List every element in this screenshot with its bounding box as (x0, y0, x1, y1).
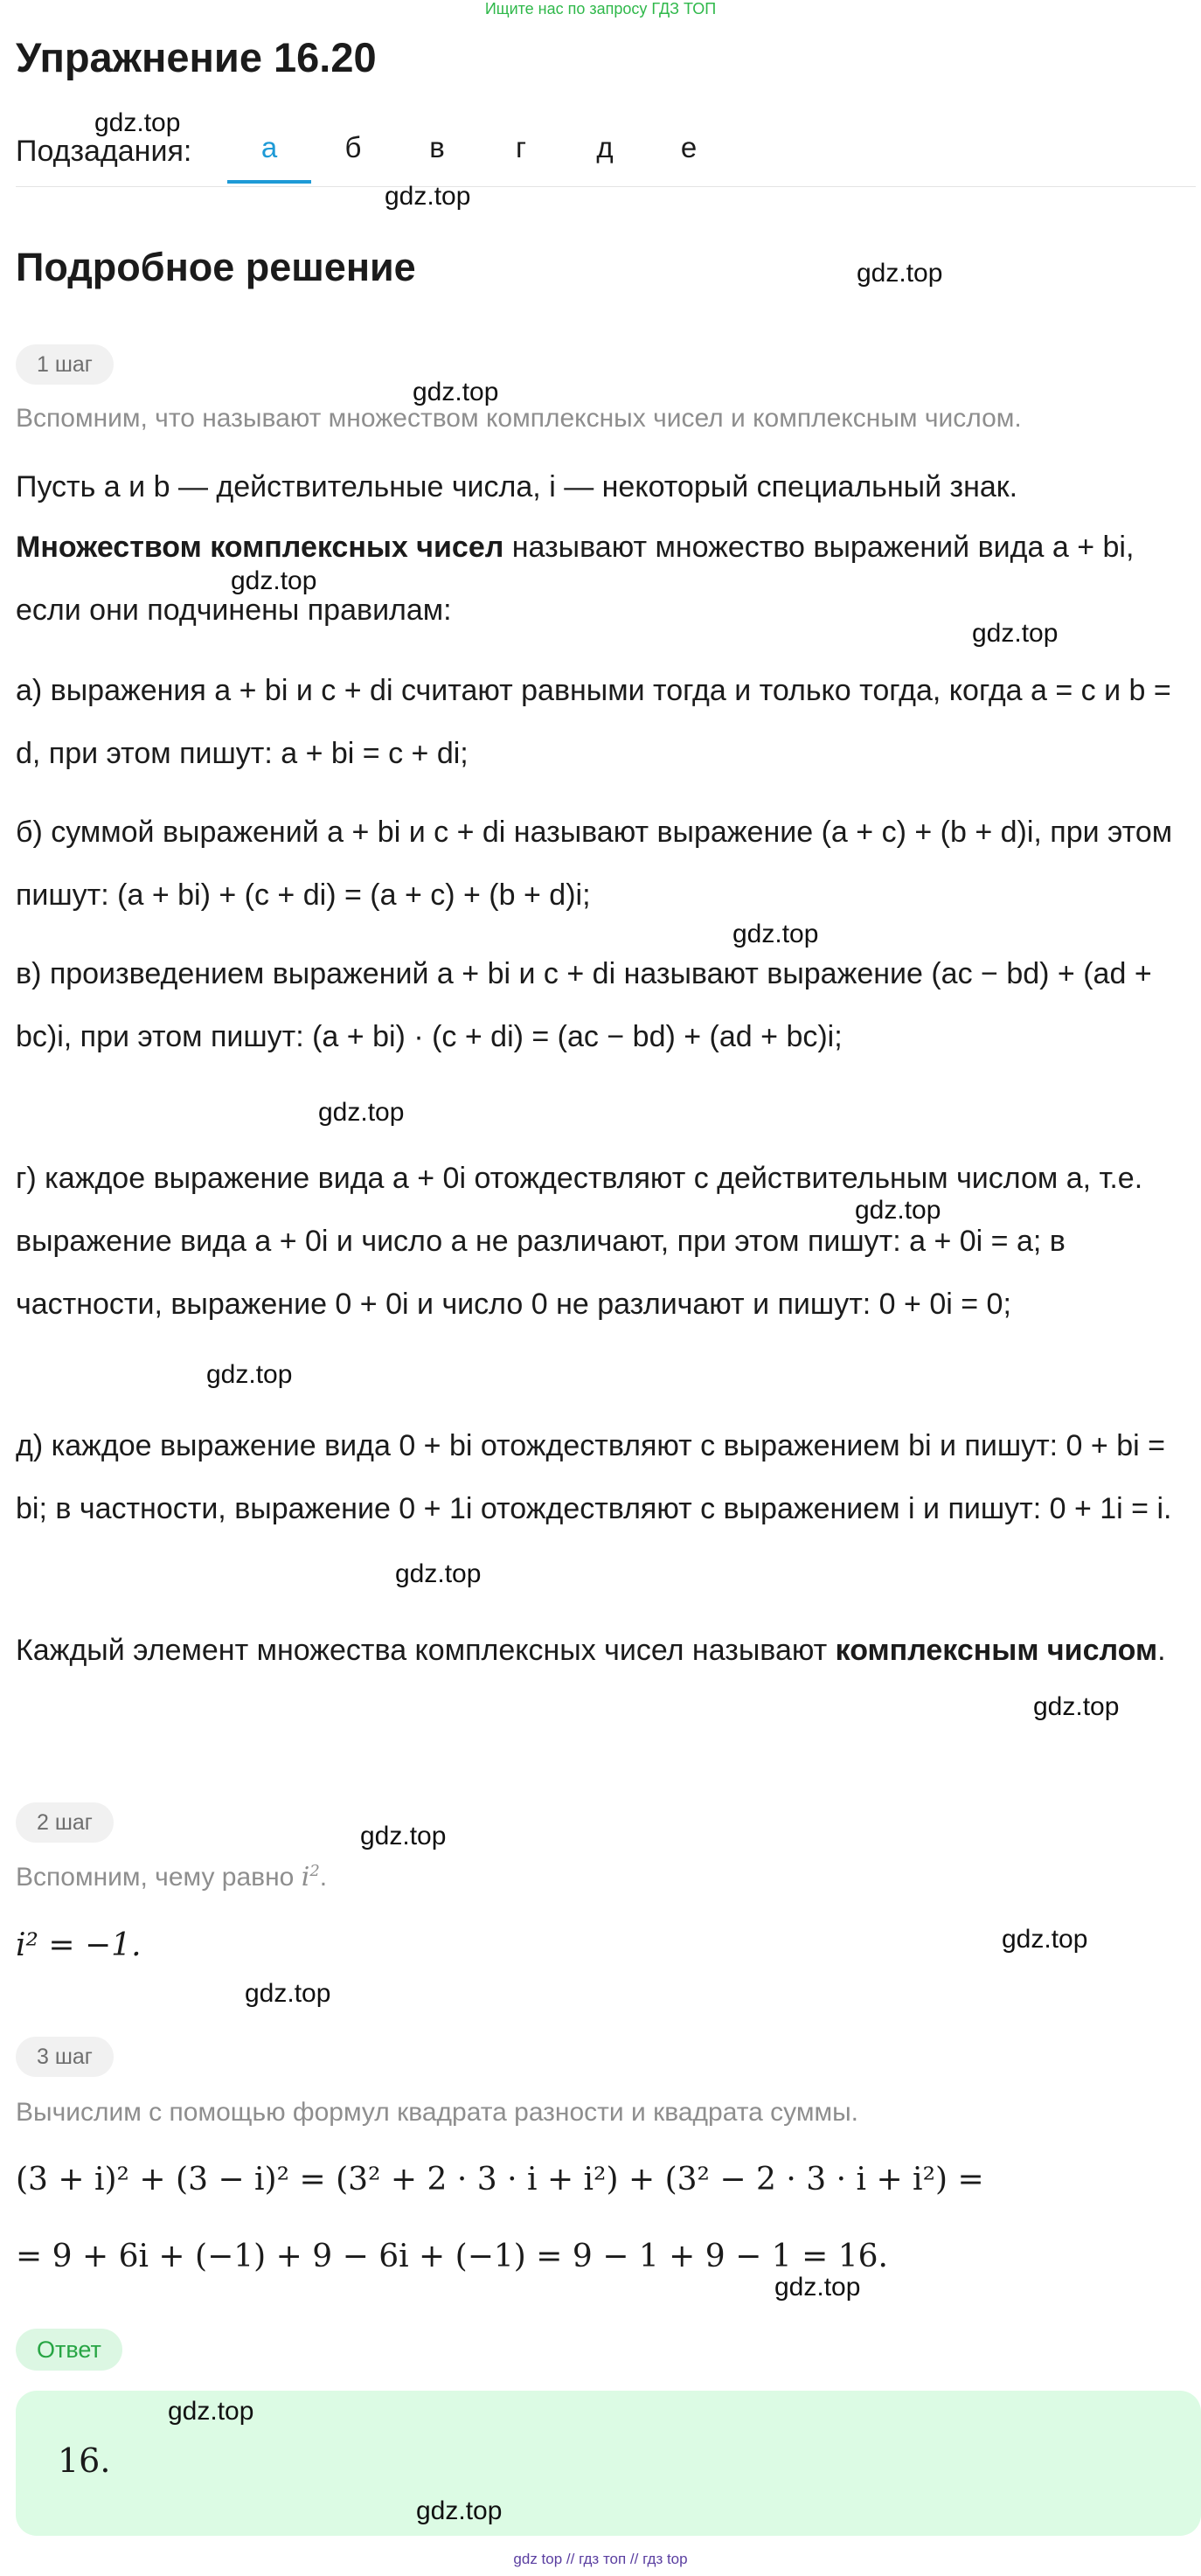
step-1-conclusion (16, 1619, 1196, 1682)
step-3-line-2: = 9 + 6i + (−1) + 9 − 6i + (−1) = 9 − 1 + 9 − 1 = 16. (16, 2239, 888, 2274)
step-2-hint-dot: . (319, 1863, 328, 1892)
rule-b: б) суммой выражений a + bi и c + di называют выражение (a + c) + (b + d)i, при этом пишут: (a + bi) + (c + di) = (a + c) + (b + d)i; (16, 816, 1173, 912)
watermark: gdz.top (385, 182, 471, 211)
top-banner: Ищите нас по запросу ГДЗ ТОП (484, 0, 717, 17)
step-3-hint: Вычислим с помощью формул квадрата разности и квадрата суммы. (16, 2098, 858, 2127)
conclusion-start: Каждый элемент множества комплексных чисел называют (16, 1634, 828, 1667)
watermark: gdz.top (972, 619, 1059, 648)
step-1-badge: 1 шаг (16, 344, 114, 385)
footer-links[interactable]: gdz top // гдз топ // гдз top (513, 2551, 688, 2567)
watermark: gdz.top (245, 1979, 331, 2008)
watermark: gdz.top (231, 566, 317, 595)
subtask-tabs (227, 131, 731, 184)
rule-a: а) выражения a + bi и c + di считают равными тогда и только тогда, когда a = c и b = d, при этом пишут: a + bi = c + di; (16, 674, 1171, 770)
term-complex-set: Множеством комплексных чисел (16, 531, 504, 564)
step-1-p2-rest: называют множество выражений вида a + bi, если они подчинены правилам: (16, 531, 1135, 627)
term-complex-number: комплексным числом (835, 1634, 1158, 1667)
tab-d[interactable]: д (596, 131, 614, 163)
watermark: gdz.top (318, 1098, 405, 1127)
tab-g[interactable]: г (515, 131, 527, 163)
watermark: gdz.top (168, 2397, 254, 2426)
watermark: gdz.top (732, 920, 819, 948)
step-1-p1: Пусть a и b — действительные числа, i — некоторый специальный знак. (16, 470, 1018, 503)
watermark: gdz.top (413, 378, 499, 406)
watermark: gdz.top (416, 2496, 503, 2525)
subtasks-label: Подзадания: (16, 135, 192, 168)
step-2-badge: 2 шаг (16, 1802, 114, 1843)
watermark: gdz.top (1002, 1925, 1088, 1954)
watermark: gdz.top (857, 259, 943, 288)
step-3-line-1: (3 + i)² + (3 − i)² = (3² + 2 · 3 · i + i²) + (3² − 2 · 3 · i + i²) = (16, 2162, 984, 2198)
answer-value: 16. (58, 2441, 111, 2480)
watermark: gdz.top (1033, 1692, 1120, 1721)
watermark: gdz.top (360, 1822, 447, 1850)
tab-b[interactable]: б (344, 131, 362, 163)
step-2-result: i² = −1. (16, 1927, 142, 1963)
conclusion-end: . (1157, 1634, 1166, 1667)
watermark: gdz.top (395, 1559, 482, 1588)
watermark: gdz.top (206, 1360, 293, 1389)
watermark: gdz.top (855, 1196, 941, 1225)
step-2-hint (16, 1862, 327, 1892)
tab-a[interactable]: а (227, 131, 311, 184)
solution-heading: Подробное решение (16, 245, 416, 289)
step-3-badge: 3 шаг (16, 2037, 114, 2077)
watermark: gdz.top (774, 2273, 861, 2302)
page-title: Упражнение 16.20 (16, 34, 377, 80)
watermark: gdz.top (94, 108, 181, 137)
step-2-hint-text: Вспомним, чему равно (16, 1863, 295, 1892)
rule-d: д) каждое выражение вида 0 + bi отождествляют с выражением bi и пишут: 0 + bi = bi; в частности, выражение 0 + 1i отождествляют с выражением i и пишут: 0 + 1i = i. (16, 1429, 1172, 1525)
rule-g: г) каждое выражение вида a + 0i отождествляют с действительным числом a, т.е. выражение вида a + 0i и число a не различают, при этом пишут: a + 0i = a; в частности, выражение 0 + 0i и число 0 не различают и пишут: 0 + 0i = 0; (16, 1162, 1143, 1321)
rule-v: в) произведением выражений a + bi и c + di называют выражение (ac − bd) + (ad + bc)i, при этом пишут: (a + bi) · (c + di) = (ac − bd) + (ad + bc)i; (16, 957, 1152, 1053)
answer-badge: Ответ (16, 2329, 122, 2371)
tab-v[interactable]: в (429, 131, 445, 163)
step-2-hint-formula: $i^2$ (301, 1862, 320, 1892)
tab-e[interactable]: е (680, 131, 698, 163)
tabs-divider (16, 186, 1196, 187)
step-1-hint: Вспомним, что называют множеством комплексных чисел и комплексным числом. (16, 404, 1022, 433)
